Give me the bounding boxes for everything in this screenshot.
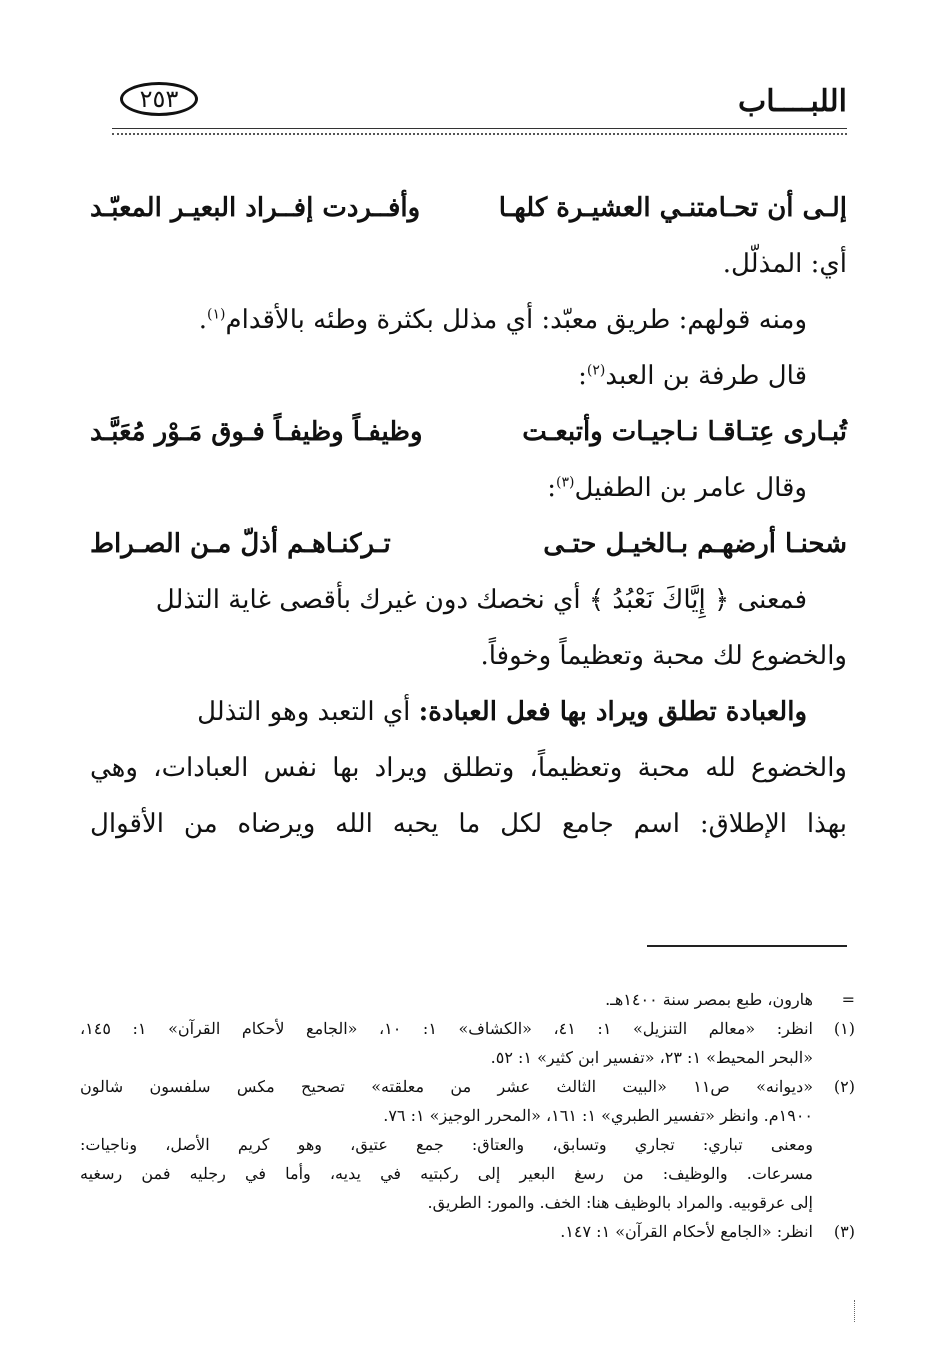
- text-line: [90, 348, 847, 404]
- verse-hemistich-first: تُبـارى عِتـاقـا نـاجيـات وأتبعـت: [522, 417, 847, 447]
- header-rule: [112, 128, 847, 135]
- text-segment: ومنه قولهم: طريق معبّد: أي مذلل بكثرة وطئه بالأقدام: [225, 305, 807, 335]
- text-line: والخضوع لله محبة وتعظيماً، وتطلق ويراد بها نفس العبادات، وهي: [90, 753, 847, 783]
- footnote-ref[interactable]: (٣): [556, 474, 575, 491]
- footnotes: [80, 985, 855, 1246]
- footnote-marker: (٢): [833, 1077, 855, 1096]
- footnote-1: [80, 1014, 855, 1043]
- footnote-text: انظر: «الجامع لأحكام القرآن» ١: ١٤٧.: [560, 1222, 813, 1241]
- main-text: [90, 180, 847, 852]
- footnote-text: هارون، طبع بمصر سنة ١٤٠٠هـ.: [605, 990, 813, 1009]
- text-segment: :: [578, 361, 587, 391]
- running-title: اللبــــاب: [738, 84, 847, 119]
- footnote-marker: (٣): [833, 1222, 855, 1241]
- text-line: [90, 460, 847, 516]
- footnote-text: انظر: «معالم التنزيل» ١: ٤١، «الكشاف» ١: ١٠، «الجامع لأحكام القرآن» ١: ١٤٥،: [80, 1019, 813, 1038]
- text-line: بهذا الإطلاق: اسم جامع لكل ما يحبه الله ويرضاه من الأقوال: [90, 809, 847, 839]
- footnote-ref[interactable]: (١): [207, 306, 226, 323]
- footnote-text: ١٩٠٠م. وانظر «تفسير الطبري» ١: ١٦١، «المحرر الوجيز» ١: ٧٦.: [383, 1106, 813, 1125]
- text-line: [90, 684, 847, 740]
- verse-hemistich-second: وأفــردت إفــراد البعيـر المعبّـد: [90, 193, 421, 223]
- footnote-text: إلى عرقوبيه. والمراد بالوظيف هنا: الخف. والمور: الطريق.: [427, 1193, 813, 1212]
- footnote-text: مسرعات. والوظيف: من رسغ البعير إلى ركبتيه في يديه، وأما في رجليه فمن رسغيه: [80, 1164, 813, 1183]
- footnote-text: ومعنى تباري: تجاري وتسابق، والعتاق: جمع عتيق، وهو كريم الأصل، وناجيات:: [80, 1135, 813, 1154]
- text-line: أي: المذلّل.: [722, 249, 847, 279]
- page-number: ٢٥٣: [120, 82, 198, 116]
- margin-mark: [853, 1300, 855, 1322]
- text-segment: وقال عامر بن الطفيل: [574, 473, 807, 503]
- page-header: [100, 74, 847, 124]
- text-segment: .: [198, 305, 208, 335]
- verse-line: [90, 404, 847, 460]
- verse-line: [90, 180, 847, 236]
- footnote-text: «ديوانه» ص١١ «البيت الثالث عشر من معلقته» تصحيح مكس سلفسون شالون: [80, 1077, 813, 1096]
- verse-hemistich-second: وظيفـاً وظيفـاً فـوق مَـوْر مُعَبَّـد: [90, 417, 423, 447]
- text-line: [90, 292, 847, 348]
- bold-phrase: والعبادة تطلق ويراد بها فعل العبادة:: [418, 697, 807, 727]
- footnote-3: [80, 1217, 855, 1246]
- footnote-continuation: [80, 985, 855, 1014]
- verse-hemistich-second: تـركنـاهـم أذلّ مـن الصـراط: [90, 529, 391, 559]
- footnote-ref[interactable]: (٢): [586, 362, 606, 379]
- verse-line: [90, 516, 847, 572]
- verse-hemistich-first: شحنـا أرضهـم بـالخيـل حتـى: [543, 529, 847, 559]
- footnote-text: «البحر المحيط» ١: ٢٣، «تفسير ابن كثير» ١: ٥٢.: [490, 1048, 813, 1067]
- footnote-separator: [647, 945, 847, 947]
- text-segment: قال طرفة بن العبد: [605, 361, 807, 391]
- text-line: والخضوع لك محبة وتعظيماً وخوفاً.: [480, 641, 847, 671]
- footnote-marker: (١): [833, 1019, 855, 1038]
- text-line: فمعنى ﴿ إِيَّاكَ نَعْبُدُ ﴾ أي نخصك دون غيرك بأقصى غاية التذلل: [155, 585, 807, 615]
- text-segment: :: [547, 473, 557, 503]
- verse-hemistich-first: إلـى أن تحـامتنـي العشيـرة كلهـا: [498, 193, 847, 223]
- text-segment: أي التعبد وهو التذلل: [197, 697, 419, 727]
- footnote-2: [80, 1072, 855, 1101]
- continuation-mark: =: [841, 990, 855, 1009]
